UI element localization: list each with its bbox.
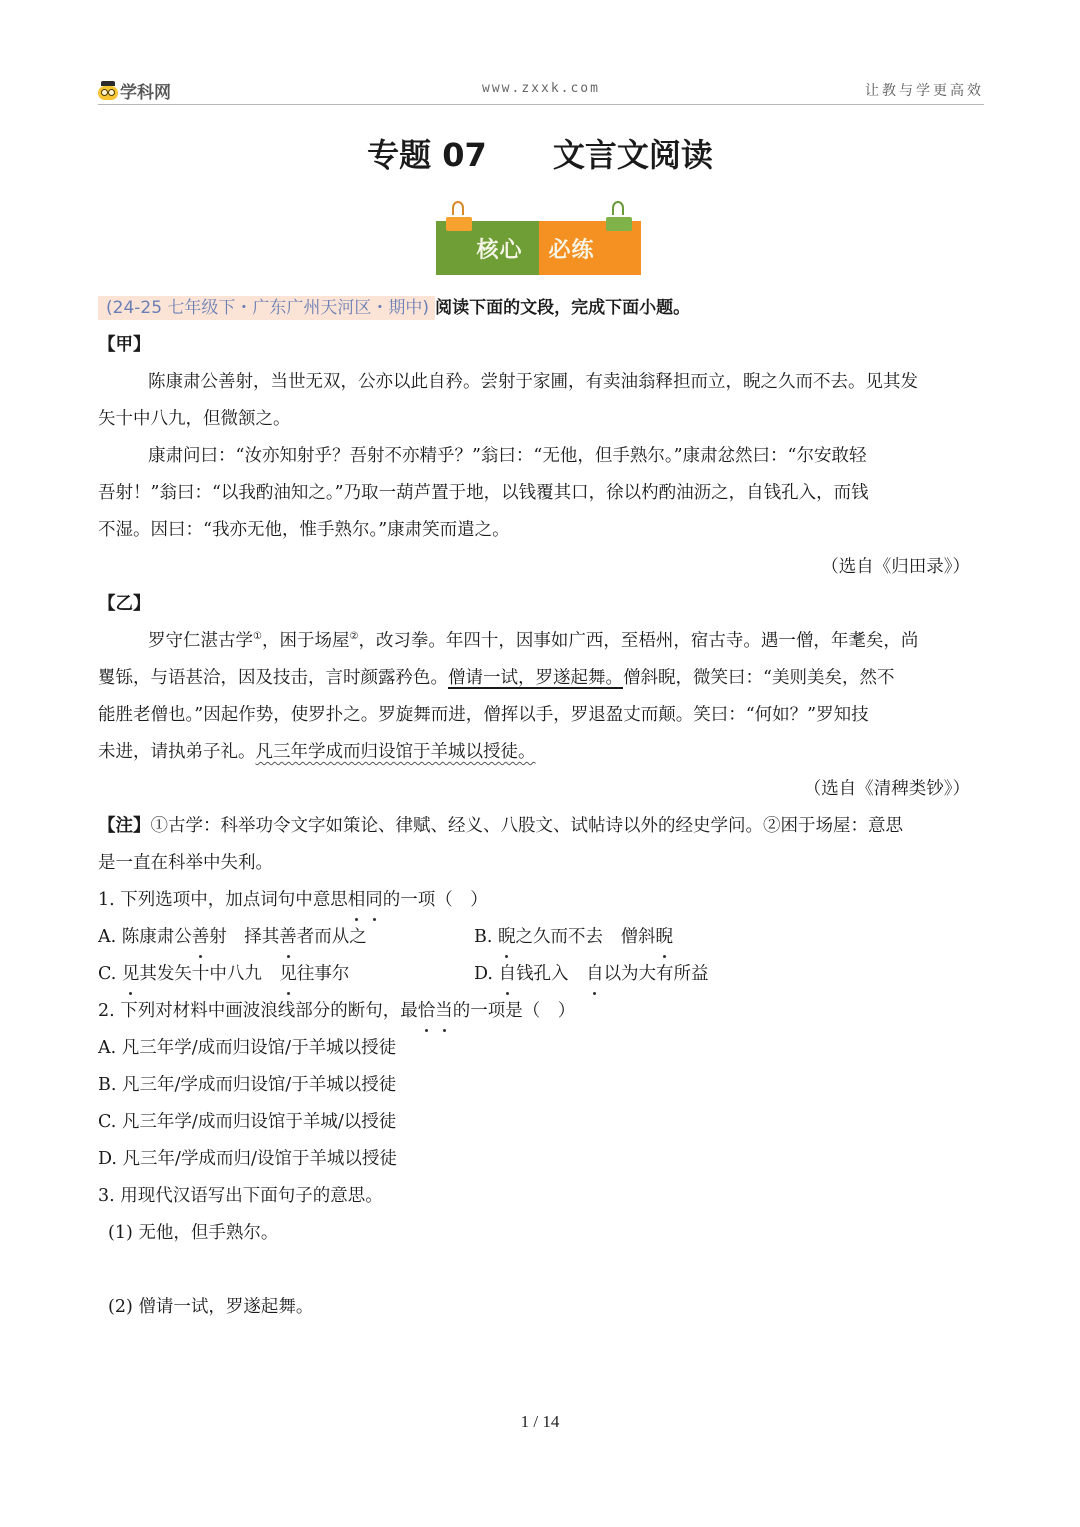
text: 矍铄，与语甚洽，因及技击，言时颜露矜色。 (98, 668, 448, 688)
option-label: B. (98, 1075, 117, 1095)
emphasis-char: 当 (435, 993, 453, 1030)
option-label: B. (474, 927, 493, 947)
question-1-stem (98, 882, 978, 919)
text: 下列对材料中画波浪线部分的断句，最 (120, 1001, 418, 1021)
passage-line (98, 623, 978, 660)
binder-clip-icon (446, 209, 472, 231)
option-d[interactable] (474, 956, 709, 993)
page-title (0, 130, 1080, 176)
option-label: C. (98, 1112, 117, 1132)
option-label: A. (98, 927, 117, 947)
text: 射 择其 (209, 927, 280, 947)
option-text: 凡三年学/成而归设馆/于羊城以授徒 (121, 1038, 397, 1058)
emphasis-char: 善 (279, 919, 297, 956)
question-number: 2. (98, 1001, 115, 1021)
site-url: www.zxxk.com (482, 81, 600, 96)
intro-line (98, 290, 978, 327)
text: 钱孔入 (516, 964, 587, 984)
badge-left: 核心 (436, 221, 539, 275)
option-c[interactable] (98, 1104, 978, 1141)
sub-question-label: (2) (108, 1297, 133, 1317)
sub-question-2 (98, 1289, 978, 1326)
text: 僧斜睨，微笑曰：“美则美矣，然不 (623, 668, 895, 688)
footnote-ref: ② (349, 631, 359, 643)
option-text: 凡三年学/成而归设馆于羊城/以授徒 (121, 1112, 397, 1132)
passage-line: 矢十中八九，但微颔之。 (98, 409, 291, 429)
page-indicator: 1 / 14 (520, 1412, 560, 1431)
underlined-sentence: 僧请一试，罗遂起舞。 (448, 668, 623, 688)
sub-question-1 (98, 1215, 978, 1252)
question-number: 1. (98, 890, 115, 910)
text: 之久而不去 僧斜 (515, 927, 656, 947)
emphasis-char: 自 (499, 956, 517, 993)
site-slogan: 让教与学更高效 (865, 83, 984, 99)
passage-source: （选自《归田录》） (821, 557, 970, 577)
instruction: 阅读下面的文段，完成下面小题。 (435, 298, 691, 318)
text: 下列选项中，加点词句中意思 (120, 890, 348, 910)
question-1-options-row (98, 919, 978, 956)
page-header (98, 76, 984, 105)
wavy-underlined-sentence: 凡三年学成而归设馆于羊城以授徒。 (255, 742, 536, 762)
source-tag: (24-25 七年级下・广东广州天河区・期中) (98, 296, 435, 320)
option-label: C. (98, 964, 117, 984)
notes-label: 【注】 (98, 816, 151, 836)
core-practice-badge (436, 221, 641, 275)
sub-question-text: 无他，但手熟尔。 (138, 1223, 279, 1243)
question-3-stem (98, 1178, 978, 1215)
option-d[interactable] (98, 1141, 978, 1178)
emphasis-char: 睨 (656, 919, 674, 956)
binder-clip-icon (606, 209, 632, 231)
emphasis-char: 睨 (498, 919, 516, 956)
question-1-options-row (98, 956, 978, 993)
text: 的一项是（ ） (452, 1001, 576, 1021)
topic-number: 专题 07 (367, 136, 487, 174)
option-text: 凡三年/学成而归/设馆于羊城以授徒 (122, 1149, 397, 1169)
topic-name: 文言文阅读 (552, 136, 713, 174)
notes-line: 是一直在科举中失利。 (98, 853, 273, 873)
option-c[interactable] (98, 956, 474, 993)
emphasis-char: 见 (122, 956, 140, 993)
section-label-jia: 【甲】 (98, 335, 151, 355)
passage-line: 能胜老僧也。”因起作势，使罗扑之。罗旋舞而进，僧挥以手，罗退盈丈而颠。笑曰：“何如？”罗知技 (98, 705, 869, 725)
option-b[interactable] (474, 919, 673, 956)
document-body (98, 290, 978, 1326)
notes-text: ①古学：科举功令文字如策论、律赋、经义、八股文、试帖诗以外的经史学问。②困于场屋：意思 (150, 816, 903, 836)
option-label: D. (474, 964, 493, 984)
text: 用现代汉语写出下面句子的意思。 (120, 1186, 383, 1206)
option-label: A. (98, 1038, 117, 1058)
notes-line (98, 808, 978, 845)
emphasis-char: 相 (348, 882, 366, 919)
text: ，困于场屋 (261, 631, 350, 651)
text: 陈康肃公 (121, 927, 192, 947)
emphasis-char: 同 (365, 882, 383, 919)
passage-line: 康肃问曰：“汝亦知射乎？吾射不亦精乎？”翁曰：“无他，但手熟尔。”康肃忿然曰：“尔安敢轻 (148, 446, 867, 466)
passage-line: 不湿。因曰：“我亦无他，惟手熟尔。”康肃笑而遣之。 (98, 520, 510, 540)
emphasis-char: 自 (586, 956, 604, 993)
text: 未进，请执弟子礼。 (98, 742, 256, 762)
emphasis-char: 善 (192, 919, 210, 956)
badge-right: 必练 (539, 221, 642, 275)
text: 罗守仁湛古学 (148, 631, 253, 651)
footnote-ref: ① (253, 631, 262, 643)
text: 以为大有所益 (603, 964, 709, 984)
option-text: 凡三年/学成而归设馆/于羊城以授徒 (122, 1075, 397, 1095)
passage-line (98, 734, 978, 771)
text: 的一项（ ） (382, 890, 488, 910)
passage-line: 吾射！”翁曰：“以我酌油知之。”乃取一葫芦置于地，以钱覆其口，徐以杓酌油沥之，自钱孔入，而钱 (98, 483, 869, 503)
passage-line: 陈康肃公善射，当世无双，公亦以此自矜。尝射于家圃，有卖油翁释担而立，睨之久而不去。见其发 (148, 372, 918, 392)
option-a[interactable] (98, 919, 474, 956)
text: 往事尔 (296, 964, 350, 984)
question-number: 3. (98, 1186, 115, 1206)
emphasis-char: 恰 (418, 993, 436, 1030)
text: 其发矢十中八九 (139, 964, 280, 984)
option-label: D. (98, 1149, 117, 1169)
section-label-yi: 【乙】 (98, 594, 151, 614)
emphasis-char: 见 (279, 956, 297, 993)
sub-question-text: 僧请一试，罗遂起舞。 (138, 1297, 314, 1317)
text: ，改习拳。年四十，因事如广西，至梧州，宿古寺。遇一僧，年耄矣，尚 (358, 631, 919, 651)
text: 者而从之 (296, 927, 367, 947)
logo-text: 学科网 (120, 83, 171, 103)
sub-question-label: (1) (108, 1223, 133, 1243)
question-2-stem (98, 993, 978, 1030)
passage-source: （选自《清稗类钞》） (803, 779, 970, 799)
passage-line (98, 660, 978, 697)
answer-space[interactable] (98, 1252, 978, 1289)
option-b[interactable] (98, 1067, 978, 1104)
option-a[interactable] (98, 1030, 978, 1067)
